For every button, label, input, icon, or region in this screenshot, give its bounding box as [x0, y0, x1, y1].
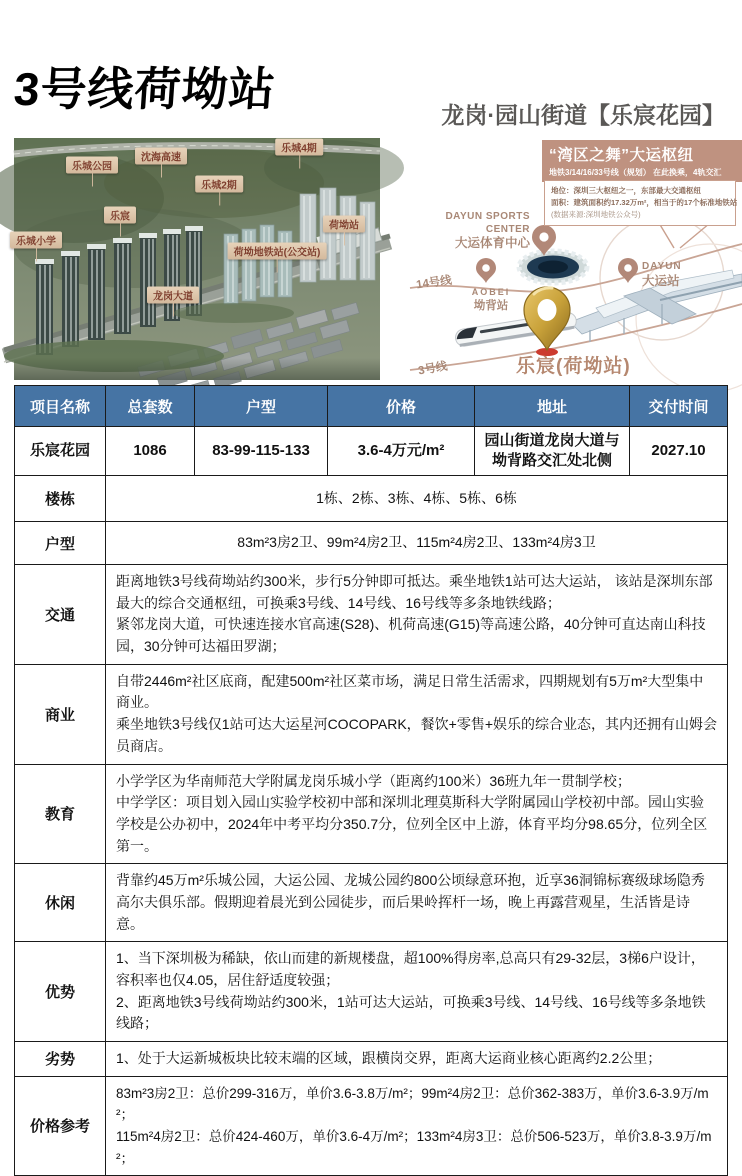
map-label-lechen: 乐宸 — [104, 207, 136, 224]
map-label-lecheng-park: 乐城公园 — [66, 157, 118, 174]
table-row-cons — [15, 1042, 728, 1077]
project-info-table — [14, 385, 728, 1176]
col-price: 价格 — [328, 386, 475, 427]
row-label-price-reference: 价格参考 — [15, 1076, 106, 1175]
row-content-cons: 1、处于大运新城板块比较末端的区域，跟横岗交界，距离大运商业核心距离约2.2公里； — [106, 1042, 728, 1077]
sports-center-label: DAYUN SPORTS CENTER 大运体育中心 — [445, 211, 530, 250]
aerial-photo — [14, 138, 380, 380]
photo-caption-strip — [14, 358, 380, 380]
row-content-buildings: 1栋、2栋、3栋、4栋、5栋、6栋 — [106, 476, 728, 522]
row-content-transport: 距离地铁3号线荷坳站约300米，步行5分钟即可抵达。乘坐地铁1站可达大运站， 该站是深圳东部最大的综合交通枢纽，可换乘3号线、14号线、16号线等多条地铁线路； 紧邻龙岗大道，可快速连接水官高速(S28)、机荷高速(G15)等高速公路，40分钟可直达南山科技园，30分钟可达福田罗湖； — [106, 565, 728, 665]
row-label-buildings: 楼栋 — [15, 476, 106, 522]
row-label-transport: 交通 — [15, 565, 106, 665]
table-row-buildings — [15, 476, 728, 522]
location-subtitle: 龙岗·园山街道【乐宸花园】 — [441, 102, 725, 128]
line14-label: 14号线 — [415, 274, 453, 292]
col-project-name: 项目名称 — [15, 386, 106, 427]
stadium-icon — [519, 251, 587, 283]
col-address: 地址 — [475, 386, 630, 427]
dayun-station-label: DAYUN 大运站 — [642, 261, 682, 288]
table-row-commerce — [15, 664, 728, 764]
project-name: 乐宸花园 — [15, 427, 106, 476]
aobei-pin-icon — [476, 258, 496, 283]
table-row-price-reference — [15, 1076, 728, 1175]
project-delivery: 2027.10 — [630, 427, 728, 476]
hub-diagram — [410, 138, 742, 380]
map-label-primary-school: 乐城小学 — [10, 232, 62, 249]
row-label-pros: 优势 — [15, 942, 106, 1042]
hub-info-box — [544, 180, 736, 226]
hub-info-line1: 地位：深圳三大枢纽之一，东部最大交通枢纽 — [551, 186, 701, 195]
map-label-longgang-ave: 龙岗大道 — [147, 287, 199, 304]
gold-pin-icon — [524, 287, 570, 356]
table-row-education — [15, 764, 728, 864]
lechen-heao-station-label: 乐宸(荷坳站) — [516, 356, 631, 377]
row-label-cons: 劣势 — [15, 1042, 106, 1077]
row-label-layouts: 户型 — [15, 522, 106, 565]
row-label-education: 教育 — [15, 764, 106, 864]
row-content-commerce: 自带2446m²社区底商，配建500m²社区菜市场，满足日常生活需求，四期规划有5万m²大型集中商业。 乘坐地铁3号线仅1站可达大运星河COCOPARK，餐饮+零售+娱乐的综合业态，其内还拥有山姆会员商店。 — [106, 664, 728, 764]
project-units: 1086 — [106, 427, 195, 476]
row-content-pros: 1、当下深圳极为稀缺，依山而建的新规楼盘，超100%得房率,总高只有29-32层，3梯6户设计，容积率也仅4.05，居住舒适度较强； 2、距离地铁3号线荷坳站约300米，1站可达大运站，可换乘3号线、14号线、16号线等多条地铁线路； — [106, 942, 728, 1042]
col-unit-types: 户型 — [195, 386, 328, 427]
project-address: 园山街道龙岗大道与坳背路交汇处北侧 — [475, 427, 630, 476]
project-price: 3.6-4万元/m² — [328, 427, 475, 476]
table-row-layouts — [15, 522, 728, 565]
images-row — [14, 138, 738, 380]
col-total-units: 总套数 — [106, 386, 195, 427]
row-content-education: 小学学区为华南师范大学附属龙岗乐城小学（距离约100米）36班九年一贯制学校； 中学学区：项目划入园山实验学校初中部和深圳北理莫斯科大学附属园山学校初中部。园山实验学校是公办初中，2024年中考平均分350.7分，位列全区中上游，体育平均分98.65分，位列全区第一。 — [106, 764, 728, 864]
aobei-station-label: AOBEI 坳背站 — [471, 287, 511, 312]
map-label-shenhai-expwy: 沈海高速 — [135, 148, 187, 165]
project-row — [15, 427, 728, 476]
header — [14, 62, 727, 132]
table-row-transport — [15, 565, 728, 665]
map-label-heao-metro-bus: 荷坳地铁站(公交站) — [228, 243, 327, 260]
hub-title-block — [542, 140, 742, 182]
page-title: 3号线荷坳站 — [12, 63, 278, 115]
table-row-leisure — [15, 864, 728, 942]
hub-info-line2: 面积：建筑面积约17.32万m²，相当于的17个标准地铁站 — [551, 198, 738, 207]
row-label-leisure: 休闲 — [15, 864, 106, 942]
row-content-layouts: 83m²3房2卫、99m²4房2卫、115m²4房2卫、133m²4房3卫 — [106, 522, 728, 565]
project-layouts: 83-99-115-133 — [195, 427, 328, 476]
row-label-commerce: 商业 — [15, 664, 106, 764]
line3-label: 3号线 — [417, 360, 449, 378]
hub-subtitle: 地铁3/14/16/33号线（规划） 在此换乘，4轨交汇 — [549, 168, 722, 177]
map-label-lecheng-ph2: 乐城2期 — [195, 176, 243, 193]
row-content-price-reference: 83m²3房2卫：总价299-316万，单价3.6-3.8万/m²；99m²4房2卫：总价362-383万，单价3.6-3.9万/m²； 115m²4房2卫：总价424-460万，单价3.6-4万/m²；133m²4房3卫：总价506-523万，单价3.8-3.9万/m²； — [106, 1076, 728, 1175]
row-content-leisure: 背靠约45万m²乐城公园，大运公园、龙城公园约800公顷绿意环抱，近享36洞锦标赛级球场隐秀高尔夫俱乐部。假期迎着晨光到公园徒步，而后果岭挥杆一场，晚上再露营观星，生活皆是诗意。 — [106, 864, 728, 942]
table-header-row — [15, 386, 728, 427]
map-label-lecheng-ph4: 乐城4期 — [275, 139, 323, 156]
map-label-heao-station: 荷坳站 — [323, 216, 365, 233]
table-row-pros — [15, 942, 728, 1042]
hub-title: “湾区之舞”大运枢纽 — [549, 147, 694, 164]
hub-info-source: (数据来源:深圳地铁公众号) — [551, 210, 641, 219]
col-delivery-time: 交付时间 — [630, 386, 728, 427]
